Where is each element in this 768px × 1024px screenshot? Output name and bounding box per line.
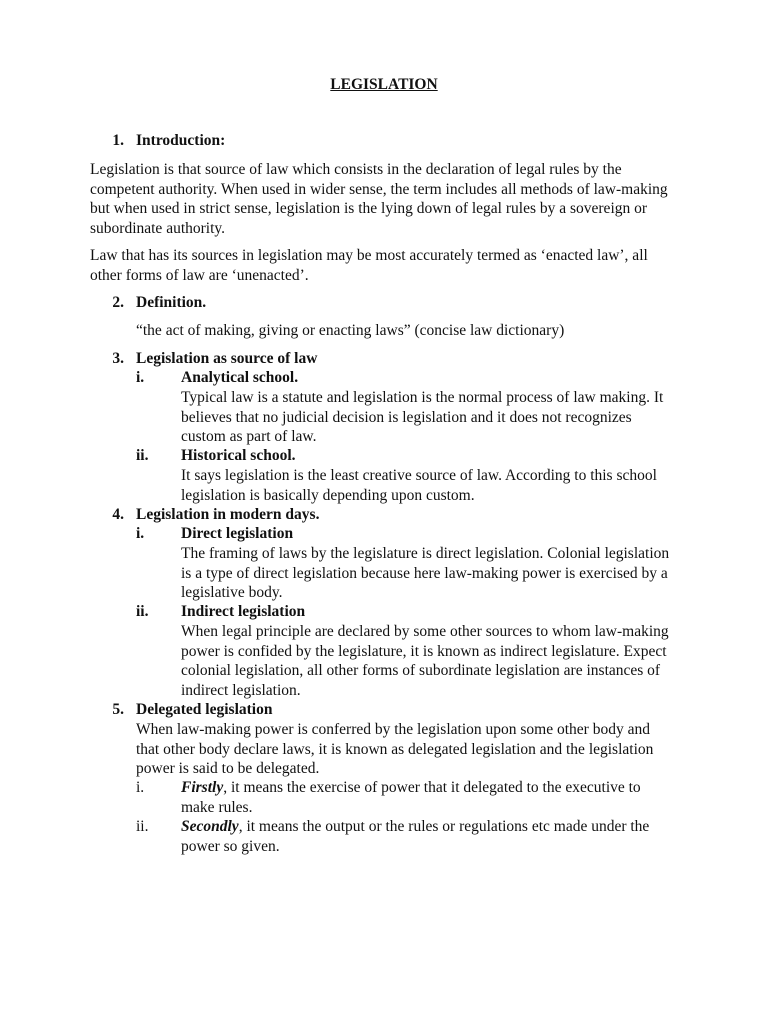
section-1-number: 1. — [112, 132, 124, 149]
section-5-number: 5. — [112, 701, 124, 718]
section-4-heading: Legislation in modern days. — [136, 506, 320, 523]
section-5-i-number: i. — [136, 779, 145, 796]
intro-paragraph-1: Legislation is that source of law which consists in the declaration of legal rules by the competent authority. When used in wider sense, the term includes all methods of law-making but when used in strict sense, legislation is the lying down of legal rules by a sovereign or subordinate authority. — [90, 161, 668, 237]
section-3-i-heading: Analytical school. — [181, 369, 299, 386]
section-5-i-text — [181, 778, 676, 817]
section-3-ii-number: ii. — [136, 447, 149, 464]
section-1-heading: Introduction: — [136, 132, 226, 149]
page-title: LEGISLATION — [330, 76, 438, 93]
section-3-heading: Legislation as source of law — [136, 350, 318, 367]
section-4-ii-number: ii. — [136, 603, 149, 620]
section-3-i-number: i. — [136, 369, 145, 386]
section-5-paragraph: When law-making power is conferred by the legislation upon some other body and that other body declare laws, it is known as delegated legislation and the legislation power is said to be delegated. — [136, 721, 654, 777]
section-3-ii-text: It says legislation is the least creative source of law. According to this school legislation is basically depending upon custom. — [181, 467, 657, 504]
section-3-ii-heading: Historical school. — [181, 447, 296, 464]
section-5-ii-rest: , it means the output or the rules or regulations etc made under the power so given. — [181, 818, 650, 855]
section-5-heading: Delegated legislation — [136, 701, 273, 718]
intro-paragraph-2: Law that has its sources in legislation may be most accurately termed as ‘enacted law’, all other forms of law are ‘unenacted’. — [90, 247, 648, 284]
section-4-i-text: The framing of laws by the legislature is direct legislation. Colonial legislation is a type of direct legislation because here law-making power is exercised by a legislative body. — [181, 545, 670, 601]
section-5-i-lead: Firstly — [181, 779, 224, 796]
section-2-heading: Definition. — [136, 294, 207, 311]
section-3-number: 3. — [112, 350, 124, 367]
section-5-i-rest: , it means the exercise of power that it delegated to the executive to make rules. — [181, 779, 641, 816]
section-5-ii-lead: Secondly — [181, 818, 239, 835]
section-4-i-number: i. — [136, 525, 145, 542]
section-5-ii-text — [181, 817, 676, 856]
section-5-ii-number: ii. — [136, 818, 149, 835]
section-4-ii-heading: Indirect legislation — [181, 603, 306, 620]
section-4-ii-text: When legal principle are declared by some other sources to whom law-making power is confided by the legislature, it is known as indirect legislature. Expect colonial legislation, all other forms of subordinate legislation are instances of indirect legislation. — [181, 623, 669, 699]
section-3-i-text: Typical law is a statute and legislation is the normal process of law making. It believes that no judicial decision is legislation and it does not recognizes custom as part of law. — [181, 389, 664, 445]
section-2-number: 2. — [112, 294, 124, 311]
section-4-i-heading: Direct legislation — [181, 525, 294, 542]
section-4-number: 4. — [112, 506, 124, 523]
definition-quote: “the act of making, giving or enacting laws” (concise law dictionary) — [136, 322, 565, 339]
